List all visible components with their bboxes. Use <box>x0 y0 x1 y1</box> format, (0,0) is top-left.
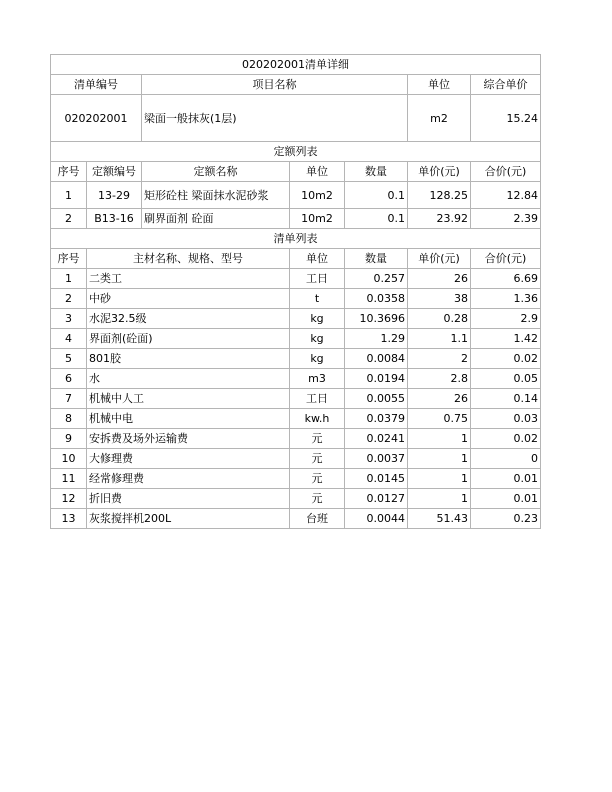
material-qty-header: 数量 <box>345 249 408 269</box>
material-header-row <box>51 249 541 269</box>
quota-name: 刷界面剂 砼面 <box>142 209 290 229</box>
material-unit-price: 1.1 <box>408 329 471 349</box>
material-total: 1.36 <box>471 289 541 309</box>
material-seq: 4 <box>51 329 87 349</box>
material-total: 0 <box>471 449 541 469</box>
material-qty: 0.0241 <box>345 429 408 449</box>
material-unit: 工日 <box>290 389 345 409</box>
material-row <box>51 449 541 469</box>
quota-total: 12.84 <box>471 182 541 209</box>
material-row <box>51 409 541 429</box>
material-total: 0.02 <box>471 429 541 449</box>
material-unit-header: 单位 <box>290 249 345 269</box>
material-unit-price: 38 <box>408 289 471 309</box>
material-row <box>51 469 541 489</box>
material-name: 机械中电 <box>87 409 290 429</box>
material-unit-price: 1 <box>408 449 471 469</box>
bill-code-header: 清单编号 <box>51 75 142 95</box>
material-unit: 元 <box>290 469 345 489</box>
material-qty: 0.0037 <box>345 449 408 469</box>
material-qty: 0.0379 <box>345 409 408 429</box>
material-total: 0.01 <box>471 469 541 489</box>
material-name-header: 主材名称、规格、型号 <box>87 249 290 269</box>
quota-section-row <box>51 142 541 162</box>
material-qty: 0.0127 <box>345 489 408 509</box>
material-name: 801胶 <box>87 349 290 369</box>
bill-header-row <box>51 75 541 95</box>
bill-code: 020202001 <box>51 95 142 142</box>
quota-row <box>51 209 541 229</box>
material-name: 界面剂(砼面) <box>87 329 290 349</box>
material-row <box>51 489 541 509</box>
material-row <box>51 389 541 409</box>
material-qty: 0.0194 <box>345 369 408 389</box>
material-unit-price: 26 <box>408 269 471 289</box>
material-unit: kg <box>290 309 345 329</box>
bill-unit-header: 单位 <box>408 75 471 95</box>
material-unit: m3 <box>290 369 345 389</box>
bill-name: 梁面一般抹灰(1层) <box>142 95 408 142</box>
material-total: 0.14 <box>471 389 541 409</box>
material-total: 1.42 <box>471 329 541 349</box>
quota-seq: 1 <box>51 182 87 209</box>
material-name: 大修理费 <box>87 449 290 469</box>
quota-unit-header: 单位 <box>290 162 345 182</box>
bill-price-header: 综合单价 <box>471 75 541 95</box>
material-section-title: 清单列表 <box>51 229 541 249</box>
quota-qty-header: 数量 <box>345 162 408 182</box>
material-name: 二类工 <box>87 269 290 289</box>
title-row <box>51 55 541 75</box>
material-name: 灰浆搅拌机200L <box>87 509 290 529</box>
material-row <box>51 289 541 309</box>
material-row <box>51 509 541 529</box>
material-unit: 工日 <box>290 269 345 289</box>
material-row <box>51 269 541 289</box>
quota-unit-price: 128.25 <box>408 182 471 209</box>
quota-name: 矩形砼柱 梁面抹水泥砂浆 <box>142 182 290 209</box>
material-seq-header: 序号 <box>51 249 87 269</box>
material-name: 安拆费及场外运输费 <box>87 429 290 449</box>
material-unit: kg <box>290 349 345 369</box>
material-unit: 元 <box>290 449 345 469</box>
material-name: 机械中人工 <box>87 389 290 409</box>
quota-unit: 10m2 <box>290 182 345 209</box>
quota-qty: 0.1 <box>345 182 408 209</box>
material-seq: 12 <box>51 489 87 509</box>
quota-header-row <box>51 162 541 182</box>
material-unit-price: 0.75 <box>408 409 471 429</box>
material-qty: 0.0044 <box>345 509 408 529</box>
material-seq: 10 <box>51 449 87 469</box>
quota-name-header: 定额名称 <box>142 162 290 182</box>
material-unit-price: 2 <box>408 349 471 369</box>
material-total: 0.03 <box>471 409 541 429</box>
material-row <box>51 349 541 369</box>
material-qty: 0.0084 <box>345 349 408 369</box>
quota-seq: 2 <box>51 209 87 229</box>
material-name: 折旧费 <box>87 489 290 509</box>
material-unit-price: 26 <box>408 389 471 409</box>
material-seq: 5 <box>51 349 87 369</box>
material-total: 0.01 <box>471 489 541 509</box>
material-seq: 8 <box>51 409 87 429</box>
material-qty: 0.0145 <box>345 469 408 489</box>
material-seq: 11 <box>51 469 87 489</box>
material-seq: 7 <box>51 389 87 409</box>
material-row <box>51 309 541 329</box>
quota-code: 13-29 <box>87 182 142 209</box>
quota-row <box>51 182 541 209</box>
material-total: 0.02 <box>471 349 541 369</box>
material-unit: 台班 <box>290 509 345 529</box>
material-unit-price: 1 <box>408 469 471 489</box>
material-unit-price: 0.28 <box>408 309 471 329</box>
quota-qty: 0.1 <box>345 209 408 229</box>
page-title: 020202001清单详细 <box>51 55 541 75</box>
material-qty: 10.3696 <box>345 309 408 329</box>
material-unit: 元 <box>290 429 345 449</box>
material-total-header: 合价(元) <box>471 249 541 269</box>
material-seq: 1 <box>51 269 87 289</box>
material-section-row <box>51 229 541 249</box>
bill-price: 15.24 <box>471 95 541 142</box>
bill-row <box>51 95 541 142</box>
material-name: 水泥32.5级 <box>87 309 290 329</box>
material-row <box>51 369 541 389</box>
material-qty: 1.29 <box>345 329 408 349</box>
material-unit-price-header: 单价(元) <box>408 249 471 269</box>
material-seq: 13 <box>51 509 87 529</box>
quota-section-title: 定额列表 <box>51 142 541 162</box>
quota-total-header: 合价(元) <box>471 162 541 182</box>
material-unit: 元 <box>290 489 345 509</box>
material-total: 0.05 <box>471 369 541 389</box>
material-unit-price: 51.43 <box>408 509 471 529</box>
material-name: 经常修理费 <box>87 469 290 489</box>
material-name: 水 <box>87 369 290 389</box>
material-unit-price: 2.8 <box>408 369 471 389</box>
material-name: 中砂 <box>87 289 290 309</box>
bill-detail-table <box>50 54 541 529</box>
material-total: 6.69 <box>471 269 541 289</box>
bill-unit: m2 <box>408 95 471 142</box>
material-unit: kw.h <box>290 409 345 429</box>
quota-total: 2.39 <box>471 209 541 229</box>
quota-code-header: 定额编号 <box>87 162 142 182</box>
material-row <box>51 429 541 449</box>
material-seq: 6 <box>51 369 87 389</box>
quota-unit: 10m2 <box>290 209 345 229</box>
material-total: 2.9 <box>471 309 541 329</box>
material-qty: 0.0055 <box>345 389 408 409</box>
material-row <box>51 329 541 349</box>
quota-unit-price: 23.92 <box>408 209 471 229</box>
material-seq: 2 <box>51 289 87 309</box>
material-seq: 9 <box>51 429 87 449</box>
quota-seq-header: 序号 <box>51 162 87 182</box>
quota-code: B13-16 <box>87 209 142 229</box>
material-unit: t <box>290 289 345 309</box>
material-unit: kg <box>290 329 345 349</box>
bill-name-header: 项目名称 <box>142 75 408 95</box>
material-qty: 0.257 <box>345 269 408 289</box>
material-unit-price: 1 <box>408 429 471 449</box>
material-qty: 0.0358 <box>345 289 408 309</box>
material-total: 0.23 <box>471 509 541 529</box>
quota-unit-price-header: 单价(元) <box>408 162 471 182</box>
material-unit-price: 1 <box>408 489 471 509</box>
material-seq: 3 <box>51 309 87 329</box>
